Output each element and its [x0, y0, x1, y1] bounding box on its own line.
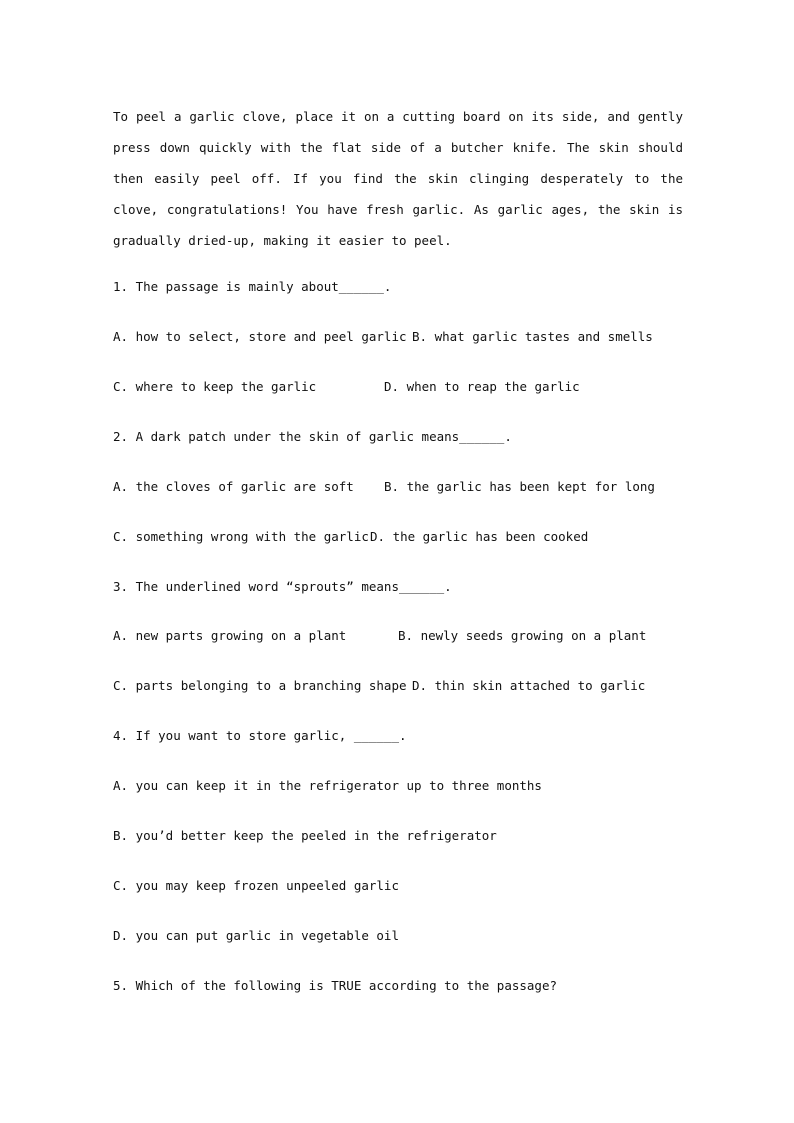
question-2-option-b[interactable]: B. the garlic has been kept for long	[384, 479, 655, 494]
question-3-stem: 3. The underlined word “sprouts” means______.	[113, 579, 452, 594]
question-2-option-d[interactable]: D. the garlic has been cooked	[370, 529, 589, 544]
question-1-stem: 1. The passage is mainly about______.	[113, 279, 392, 294]
question-4-option-d[interactable]: D. you can put garlic in vegetable oil	[113, 928, 399, 943]
question-2-option-c[interactable]: C. something wrong with the garlic	[113, 529, 369, 544]
question-3-option-b[interactable]: B. newly seeds growing on a plant	[398, 628, 647, 643]
reading-passage	[113, 101, 683, 256]
question-1-option-b[interactable]: B. what garlic tastes and smells	[412, 329, 653, 344]
question-2-option-a[interactable]: A. the cloves of garlic are soft	[113, 479, 354, 494]
question-1-option-a[interactable]: A. how to select, store and peel garlic	[113, 329, 407, 344]
question-4-option-a[interactable]: A. you can keep it in the refrigerator up to three months	[113, 778, 542, 793]
question-4-stem: 4. If you want to store garlic, ______.	[113, 728, 407, 743]
question-4-option-b[interactable]: B. you’d better keep the peeled in the refrigerator	[113, 828, 497, 843]
question-3-option-a[interactable]: A. new parts growing on a plant	[113, 628, 347, 643]
question-3-option-c[interactable]: C. parts belonging to a branching shape	[113, 678, 407, 693]
question-1-option-d[interactable]: D. when to reap the garlic	[384, 379, 580, 394]
passage-paragraph: To peel a garlic clove, place it on a cutting board on its side, and gently press down quickly with the flat side of a butcher knife. The skin should then easily peel off. If you find the skin clinging desperately to the clove, congratulations! You have fresh garlic. As garlic ages, the skin is gradually dried-up, making it easier to peel.	[113, 109, 683, 248]
question-5-stem: 5. Which of the following is TRUE according to the passage?	[113, 978, 558, 993]
question-1-option-c[interactable]: C. where to keep the garlic	[113, 379, 317, 394]
question-3-option-d[interactable]: D. thin skin attached to garlic	[412, 678, 646, 693]
question-4-option-c[interactable]: C. you may keep frozen unpeeled garlic	[113, 878, 399, 893]
question-2-stem: 2. A dark patch under the skin of garlic means______.	[113, 429, 512, 444]
